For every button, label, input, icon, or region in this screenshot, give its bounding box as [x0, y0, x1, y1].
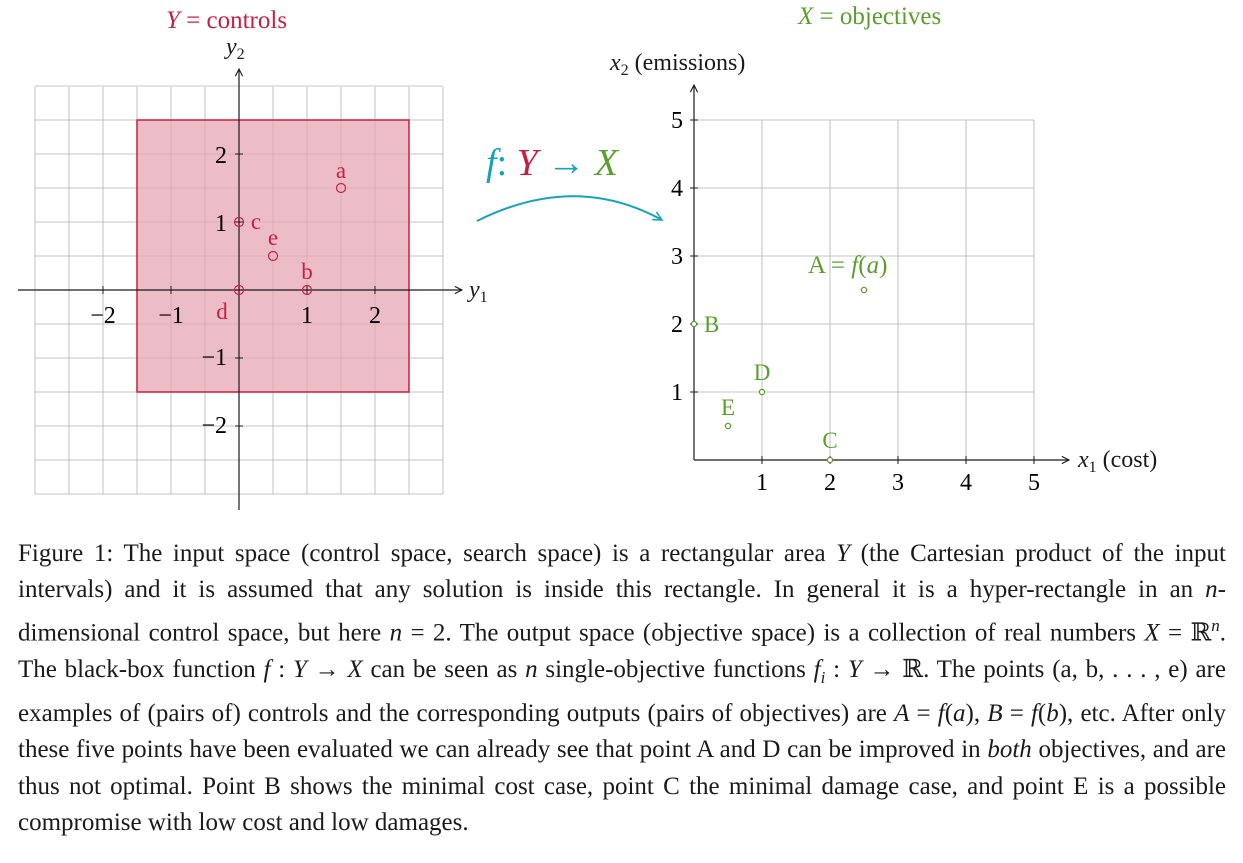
x2-tick-label-2: 2 [671, 312, 683, 338]
point-label-a: a [335, 158, 347, 183]
point-label-E: E [720, 395, 736, 420]
x1-tick-label-3: 3 [892, 470, 904, 496]
x2-tick-label-3: 3 [671, 244, 683, 270]
ytick-label-2: 2 [215, 143, 227, 169]
point-label-e: e [267, 225, 279, 250]
objective-space-title: X = objectives [798, 3, 942, 30]
mapping-formula: f: Y → X [486, 142, 618, 184]
x2-tick-label-4: 4 [671, 176, 683, 202]
mapping-label [477, 142, 662, 221]
x2-tick-label-1: 1 [671, 380, 683, 406]
xtick-label-2: 2 [369, 303, 381, 329]
objective-point-E [725, 423, 730, 428]
figure-caption: Figure 1: The input space (control space, search space) is a rectangular area Y (the Cartesian product of the input intervals) and it is assumed that any solution is inside this rectangle. In general it is a hyper-rectangle in an n-dimensional control space, but here n = 2. The output space (objective space) is a collection of real numbers X = ℝ$^n$. The black-box function f : Y → X can be seen as n single-objective functions $f_i$ : Y → ℝ. The points (a, b, . . . , e) are examples of (pairs of) controls and the corresponding outputs (pairs of objectives) are A = f(a), B = f(b), etc. After only these five points have been evaluated we can already see that point A and D can be improved in both objectives, and are thus not optimal. Point B shows the minimal cost case, point C the minimal damage case, and point E is a possible compromise with low cost and low damages. [18, 540, 1227, 836]
point-label-B: B [704, 312, 720, 337]
objective-point-C [827, 457, 832, 462]
point-label-d: d [216, 299, 228, 324]
ytick-label-neg1: −1 [201, 345, 227, 371]
objective-point-D [759, 389, 764, 394]
x1-tick-label-4: 4 [960, 470, 972, 496]
objective-point-B [691, 321, 696, 326]
x1-tick-label-5: 5 [1028, 470, 1040, 496]
y1-axis-label: $y_1$ [469, 277, 488, 306]
point-label-A: A = f(a) [808, 252, 888, 279]
point-label-C: C [822, 428, 838, 453]
x1-tick-label-2: 2 [824, 470, 836, 496]
x2-axis-label: $x_2$ (emissions) [610, 50, 746, 79]
xtick-label-neg2: −2 [90, 303, 116, 329]
mapping-arrow [477, 196, 662, 221]
x1-tick-label-1: 1 [756, 470, 768, 496]
point-label-b: b [301, 259, 313, 284]
point-label-D: D [753, 360, 771, 385]
ytick-label-1: 1 [215, 211, 227, 237]
objective-point-A [861, 287, 866, 292]
control-space-plot [18, 7, 488, 510]
x1-axis-label: $x_1$ (cost) [1078, 447, 1158, 476]
ytick-label-neg2: −2 [201, 413, 227, 439]
y2-axis-label: $y_2$ [226, 34, 245, 63]
control-region [137, 120, 409, 392]
objective-space-plot [609, 3, 1157, 496]
control-space-title: Y = controls [166, 7, 288, 34]
xtick-label-1: 1 [301, 303, 313, 329]
point-label-c: c [250, 209, 262, 234]
xtick-label-neg1: −1 [158, 303, 184, 329]
x2-tick-label-5: 5 [671, 108, 683, 134]
